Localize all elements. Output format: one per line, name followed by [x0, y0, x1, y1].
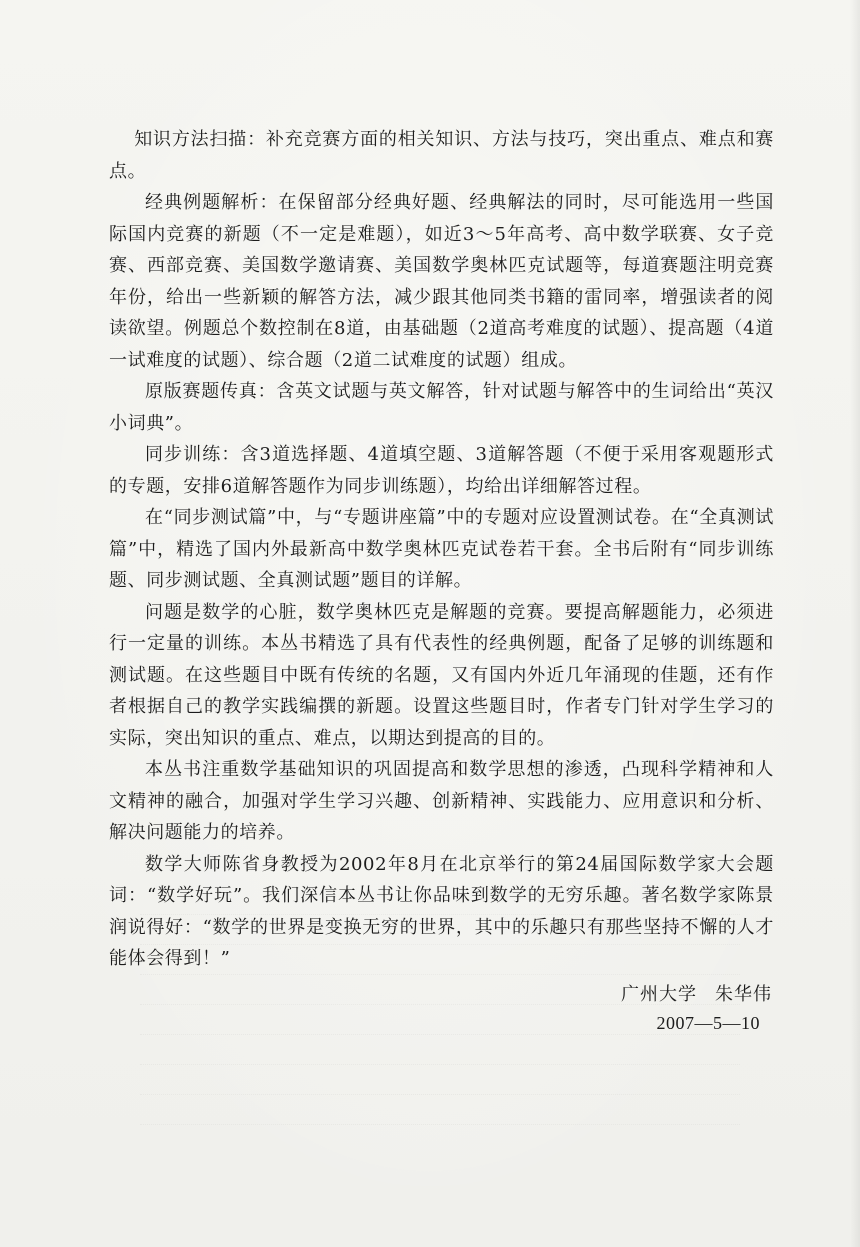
paragraph-original-problems: 原版赛题传真：含英文试题与英文解答，针对试题与解答中的生词给出“英汉小词典”。: [109, 381, 774, 434]
paragraph-closing-quote: 数学大师陈省身教授为2002年8月在北京举行的第24届国际数学家大会题词：“数学好玩”。我们深信本丛书让你品味到数学的无穷乐趣。著名数学家陈景润说得好：“数学的世界是变换无穷的世界，其中的乐趣只有那些坚持不懈的人才能体会得到！”: [109, 853, 774, 969]
preface-body: [109, 124, 774, 1036]
paragraph-series-focus: 本丛书注重数学基础知识的巩固提高和数学思想的渗透，凸现科学精神和人文精神的融合，加强对学生学习兴趣、创新精神、实践能力、应用意识和分析、解决问题能力的培养。: [109, 759, 774, 843]
signature-affiliation: 广州大学: [621, 983, 697, 1005]
paragraph-example-analysis: 经典例题解析：在保留部分经典好题、经典解法的同时，尽可能选用一些国际国内竞赛的新题（不一定是难题），如近3～5年高考、高中数学联赛、女子竞赛、西部竞赛、美国数学邀请赛、美国数学奥林匹克试题等，每道赛题注明竞赛年份，给出一些新颖的解答方法，减少跟其他同类书籍的雷同率，增强读者的阅读欲望。例题总个数控制在8道，由基础题（2道高考难度的试题）、提高题（4道一试难度的试题）、综合题（2道二试难度的试题）组成。: [109, 192, 774, 371]
paragraph-sync-training: 同步训练：含3道选择题、4道填空题、3道解答题（不便于采用客观题形式的专题，安排6道解答题作为同步训练题），均给出详细解答过程。: [109, 444, 774, 497]
paragraph-knowledge-scan: 知识方法扫描：补充竞赛方面的相关知识、方法与技巧，突出重点、难点和赛点。: [109, 129, 774, 182]
signature-author: 朱华伟: [715, 983, 772, 1005]
page-edge-shadow: [850, 0, 860, 1247]
signature-date: 2007—5—10: [656, 1013, 760, 1033]
paragraph-problem-solving: 问题是数学的心脏，数学奥林匹克是解题的竞赛。要提高解题能力，必须进行一定量的训练。本丛书精选了具有代表性的经典例题，配备了足够的训练题和测试题。在这些题目中既有传统的名题，又有国内外近几年涌现的佳题，还有作者根据自己的教学实践编撰的新题。设置这些题目时，作者专门针对学生学习的实际，突出知识的重点、难点，以期达到提高的目的。: [109, 601, 774, 749]
signature-line: [109, 979, 774, 1011]
paragraph-sync-tests: 在“同步测试篇”中，与“专题讲座篇”中的专题对应设置测试卷。在“全真测试篇”中，精选了国内外最新高中数学奥林匹克试卷若干套。全书后附有“同步训练题、同步测试题、全真测试题”题目的详解。: [109, 507, 774, 591]
